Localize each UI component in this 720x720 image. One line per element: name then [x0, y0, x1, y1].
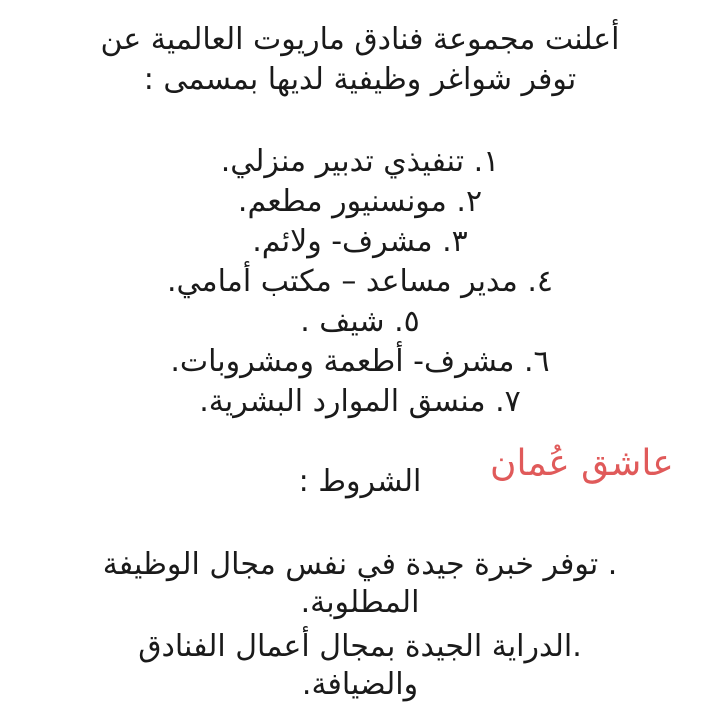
condition-item-line: . توفر خبرة جيدة في نفس مجال الوظيفة — [102, 547, 618, 582]
conditions-heading: الشروط : — [298, 464, 422, 499]
watermark-text: عاشق عُمان — [490, 443, 674, 484]
position-item: ٤. مدير مساعد – مكتب أمامي. — [167, 264, 553, 299]
condition-item-line: والضيافة. — [301, 667, 419, 702]
condition-item-line: المطلوبة. — [300, 585, 420, 620]
condition-item-line: .الدراية الجيدة بمجال أعمال الفنادق — [138, 629, 582, 664]
position-item: ١. تنفيذي تدبير منزلي. — [220, 144, 500, 179]
position-item: ٢. مونسنيور مطعم. — [237, 184, 483, 219]
position-item: ٥. شيف . — [300, 304, 420, 339]
position-item: ٧. منسق الموارد البشرية. — [199, 384, 521, 419]
position-item: ٣. مشرف- ولائم. — [252, 224, 468, 259]
intro-line-2: توفر شواغر وظيفية لديها بمسمى : — [143, 62, 577, 97]
position-item: ٦. مشرف- أطعمة ومشروبات. — [170, 344, 550, 379]
intro-line-1: أعلنت مجموعة فنادق ماريوت العالمية عن — [100, 22, 620, 57]
